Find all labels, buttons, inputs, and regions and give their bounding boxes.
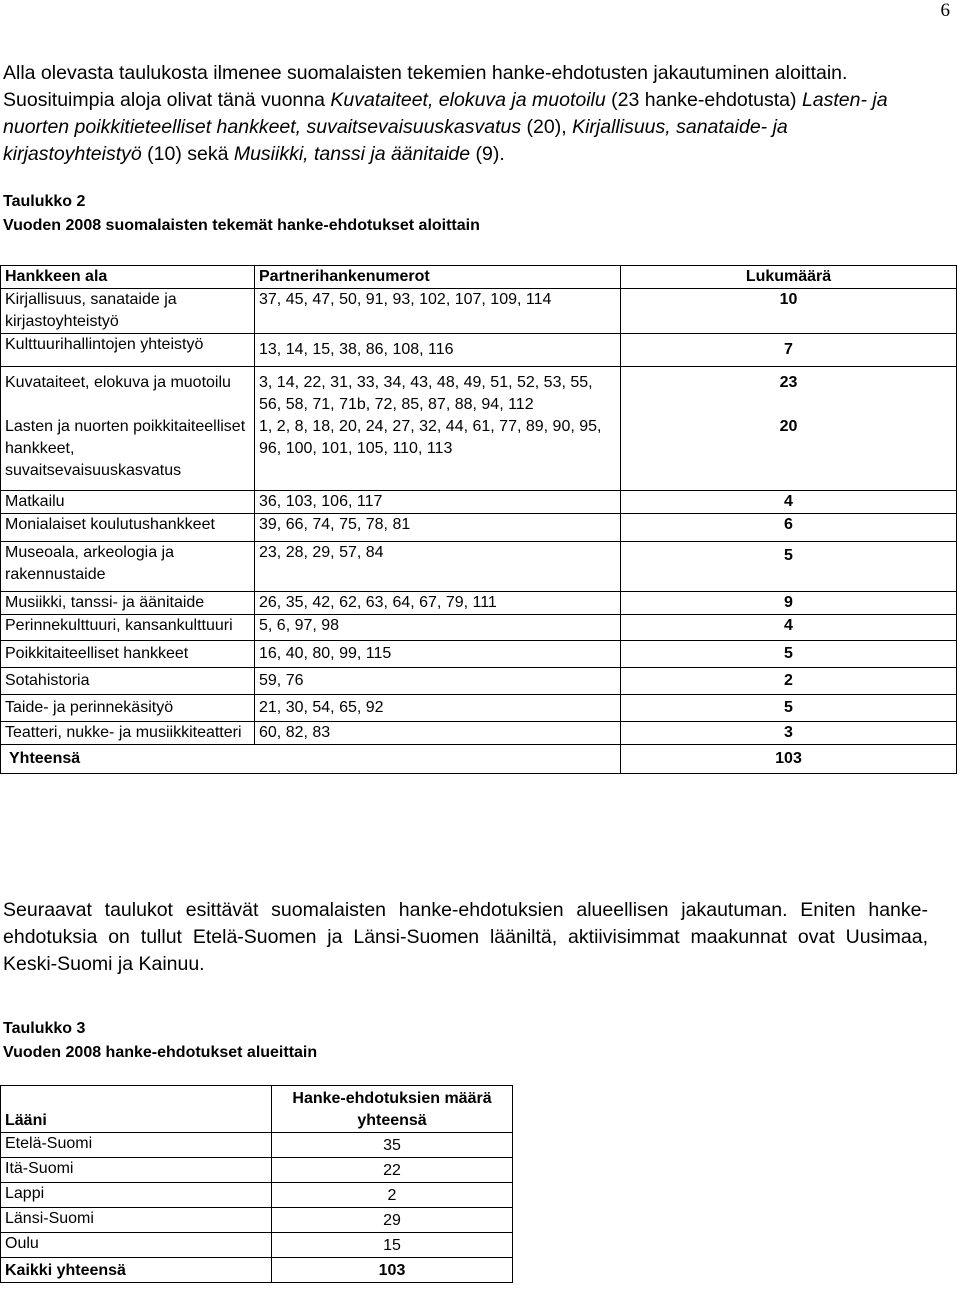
table-row [1,514,957,542]
partner-numbers-cell: 37, 45, 47, 50, 91, 93, 102, 107, 109, 114 [255,289,621,334]
intro-field-1: Kuvataiteet, elokuva ja muotoilu [330,89,606,111]
partner-numbers-cell: 21, 30, 54, 65, 92 [255,695,621,722]
proposal-count-cell: 29 [272,1208,513,1233]
count-cell: 2 [621,668,957,695]
header-province: Lääni [1,1086,272,1133]
field-cell: Teatteri, nukke- ja musiikkiteatteri [1,722,255,745]
partner-numbers-cell: 16, 40, 80, 99, 115 [255,641,621,668]
table2-caption-title: Vuoden 2008 suomalaisten tekemät hanke-ehdotukset aloittain [3,217,480,234]
table3-caption-number: Taulukko 3 [3,1020,86,1037]
province-cell: Oulu [1,1233,272,1258]
partner-numbers-cell: 3, 14, 22, 31, 33, 34, 43, 48, 49, 51, 52, 53, 55, 56, 58, 71, 71b, 72, 85, 87, 88, 94, 112 [255,367,621,417]
table2-caption-number: Taulukko 2 [3,193,86,210]
table-header-row [1,266,957,289]
intro-text-2: (23 hanke-ehdotusta) [605,89,802,111]
header-field: Hankkeen ala [1,266,255,289]
partner-numbers-cell: 26, 35, 42, 62, 63, 64, 67, 79, 111 [255,592,621,615]
intro-text-3: (20), [521,116,573,138]
partner-numbers-cell: 5, 6, 97, 98 [255,615,621,641]
table-row [1,615,957,641]
intro-paragraph [3,60,928,168]
proposal-count-cell: 35 [272,1133,513,1158]
table-row [1,1233,513,1258]
partner-numbers-cell: 13, 14, 15, 38, 86, 108, 116 [255,334,621,367]
fields-table [0,265,957,774]
total-value: 103 [621,745,957,774]
field-cell: Monialaiset koulutushankkeet [1,514,255,542]
field-cell: Musiikki, tanssi- ja äänitaide [1,592,255,615]
table-row [1,1158,513,1183]
field-cell: Perinnekulttuuri, kansankulttuuri [1,615,255,641]
intro-field-2: Lasten- ja nuorten poikkitieteelliset hankkeet, suvaitsevaisuuskasvatus [3,89,888,138]
count-cell: 10 [621,289,957,334]
table3-caption-title: Vuoden 2008 hanke-ehdotukset alueittain [3,1044,318,1061]
table-total-row [1,1258,513,1283]
proposal-count-cell: 15 [272,1233,513,1258]
table-row [1,695,957,722]
field-cell: Museoala, arkeologia ja rakennustaide [1,542,255,592]
header-proposal-count: Hanke-ehdotuksien määrä yhteensä [272,1086,513,1133]
page-number: 6 [940,0,950,21]
field-cell: Lasten ja nuorten poikkitaiteelliset hankkeet, suvaitsevaisuuskasvatus [1,416,255,491]
intro-text-1: Alla olevasta taulukosta ilmenee suomalaisten tekemien hanke-ehdotusten jakautuminen aloittain. Suosituimpia aloja olivat tänä vuonna [3,62,848,111]
table-row [1,289,957,334]
table-row [1,334,957,367]
partner-numbers-cell: 60, 82, 83 [255,722,621,745]
province-cell: Lappi [1,1183,272,1208]
table-row [1,592,957,615]
count-cell: 23 [621,367,957,417]
intro-field-3: Kirjallisuus, sanataide- ja kirjastoyhteistyö [3,116,788,165]
table-header-row [1,1086,513,1133]
field-cell: Sotahistoria [1,668,255,695]
field-cell: Kirjallisuus, sanataide ja kirjastoyhteistyö [1,289,255,334]
intro-text-4: (10) sekä [141,143,234,165]
table2-caption [3,190,480,238]
table-row [1,491,957,514]
header-count: Lukumäärä [621,266,957,289]
intro-text-5: (9). [470,143,505,165]
count-cell: 5 [621,641,957,668]
partner-numbers-cell: 39, 66, 74, 75, 78, 81 [255,514,621,542]
table-row [1,1208,513,1233]
count-cell: 6 [621,514,957,542]
count-cell: 7 [621,334,957,367]
field-cell: Matkailu [1,491,255,514]
count-cell: 4 [621,491,957,514]
partner-numbers-cell: 23, 28, 29, 57, 84 [255,542,621,592]
province-cell: Itä-Suomi [1,1158,272,1183]
province-cell: Länsi-Suomi [1,1208,272,1233]
table-row [1,416,957,491]
intro-field-4: Musiikki, tanssi ja äänitaide [233,143,471,165]
table-row [1,367,957,417]
table3-caption [3,1017,317,1065]
total-value: 103 [272,1258,513,1283]
province-cell: Etelä-Suomi [1,1133,272,1158]
table-row [1,641,957,668]
count-cell: 5 [621,695,957,722]
regional-paragraph: Seuraavat taulukot esittävät suomalaisten hanke-ehdotuksien alueellisen jakautuman. Eniten hanke-ehdotuksia on tullut Etelä-Suomen ja Länsi-Suomen lääniltä, aktiivisimmat maakunnat ovat Uusimaa, Keski-Suomi ja Kainuu. [3,899,928,975]
table-row [1,1183,513,1208]
table-row [1,722,957,745]
field-cell: Taide- ja perinnekäsityö [1,695,255,722]
field-cell: Poikkitaiteelliset hankkeet [1,641,255,668]
table-row [1,668,957,695]
partner-numbers-cell: 59, 76 [255,668,621,695]
table-total-row [1,745,957,774]
count-cell: 20 [621,416,957,491]
total-label: Yhteensä [1,745,621,774]
header-partner-numbers: Partnerihankenumerot [255,266,621,289]
count-cell: 3 [621,722,957,745]
count-cell: 5 [621,542,957,592]
total-label: Kaikki yhteensä [1,1258,272,1283]
regions-table [0,1085,513,1283]
field-cell: Kuvataiteet, elokuva ja muotoilu [1,367,255,417]
partner-numbers-cell: 1, 2, 8, 18, 20, 24, 27, 32, 44, 61, 77, 89, 90, 95, 96, 100, 101, 105, 110, 113 [255,416,621,491]
table-row [1,542,957,592]
partner-numbers-cell: 36, 103, 106, 117 [255,491,621,514]
table-row [1,1133,513,1158]
count-cell: 4 [621,615,957,641]
field-cell: Kulttuurihallintojen yhteistyö [1,334,255,367]
proposal-count-cell: 2 [272,1183,513,1208]
count-cell: 9 [621,592,957,615]
proposal-count-cell: 22 [272,1158,513,1183]
